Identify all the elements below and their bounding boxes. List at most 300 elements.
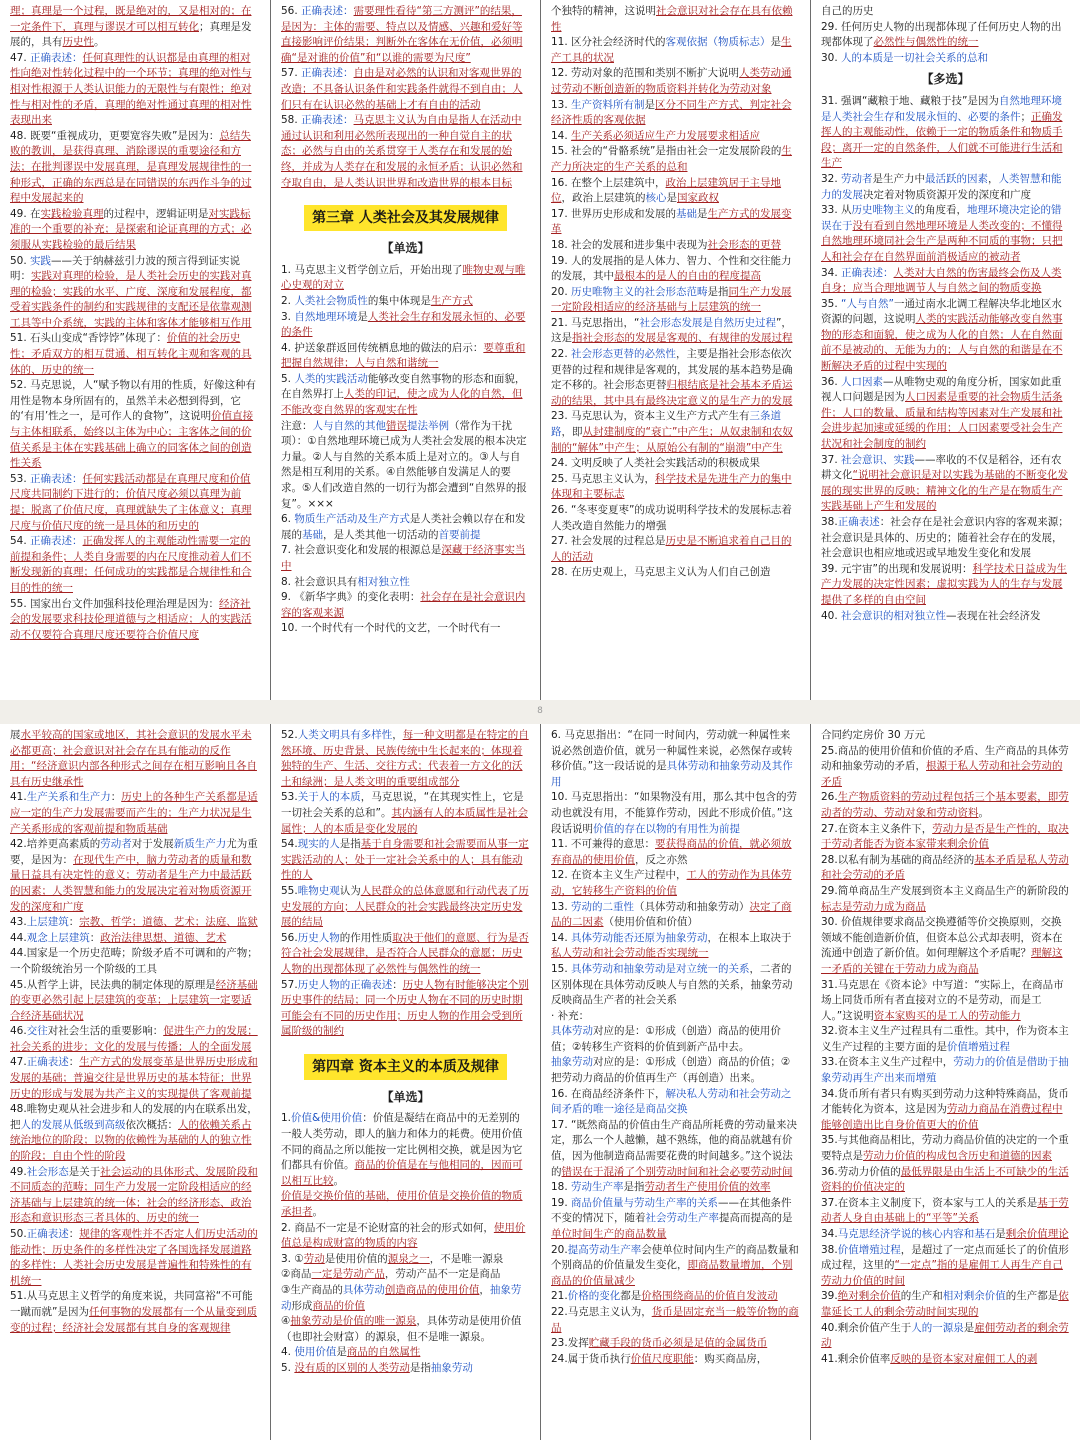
keyword-highlight: 交往 xyxy=(26,1025,48,1038)
answer-underline: 生产力所决定的生产关系的总和 xyxy=(551,145,792,173)
question-item xyxy=(821,51,1070,67)
question-text: —从唯物史观的角度分析，国家如此重视人口问题是因为 xyxy=(821,375,1062,404)
question-text: 是 xyxy=(995,1228,1006,1240)
keyword-highlight: 关于人的本质 xyxy=(297,791,361,804)
answer-underline: 正确发挥人的主观能动性，依赖于一定的物质条件和物质手段；离开一定的自然条件，人们就不可能进行生活和生产 xyxy=(821,110,1063,170)
keyword-highlight: 社会形态更替的必然性 xyxy=(571,348,677,361)
keyword-highlight: 抽象劳动 xyxy=(430,1361,473,1374)
question-text: ，在根本上取决于 xyxy=(707,931,792,944)
question-text: 12. 劳动对象的范围和类别不断扩大说明 xyxy=(551,67,740,80)
question-text: 41. xyxy=(10,791,27,804)
question-text: （具体劳动和抽象劳动） xyxy=(634,900,750,913)
question-item xyxy=(551,565,800,581)
question-item xyxy=(551,4,800,35)
question-text: 37. xyxy=(821,453,842,466)
question-text: ，是超过了一定点而延长了的价值形成过程，这里的 xyxy=(821,1243,1069,1272)
question-text: 38. xyxy=(821,1243,838,1256)
keyword-highlight: 价值的存在以物的有用性为前提 xyxy=(593,822,740,835)
question-text: 41.剩余价值率 xyxy=(821,1352,891,1365)
question-text: 是 xyxy=(697,207,708,220)
keyword-highlight: 具体劳动能否还原为抽象劳动 xyxy=(571,931,708,944)
question-text: 对应的是：①形成（创造）商品的使用价值；②转移生产资料的价值到新产品中去。 xyxy=(551,1025,781,1053)
question-text: ： xyxy=(68,1228,80,1240)
question-text: 55. xyxy=(281,884,298,897)
question-item xyxy=(551,790,800,837)
question-item xyxy=(551,503,800,534)
answer-underline: 剩余价值理论 xyxy=(1005,1228,1069,1240)
question-text: ，不是唯一源泉 xyxy=(429,1252,504,1265)
question-text: 46. xyxy=(10,1025,27,1038)
question-text: 13. xyxy=(551,900,572,913)
question-text: ，即 xyxy=(561,426,583,439)
keyword-highlight: 正确表述 xyxy=(837,516,880,528)
question-text: 40. xyxy=(821,609,842,622)
answer-underline: 商品的价值是在与他相同的，因而可以相互比较 xyxy=(281,1159,523,1187)
keyword-highlight: 人与自然的其他 xyxy=(312,419,386,432)
question-item xyxy=(551,472,800,503)
question-text: 38. xyxy=(821,516,838,528)
question-text: 13. xyxy=(551,98,572,111)
answer-underline: 人民群众的总体意愿和行动代表了历史发展的方向；人民群众的社会实践最终决定历史发展的结局 xyxy=(281,884,529,929)
question-text: 24.属于货币执行 xyxy=(551,1352,631,1365)
question-item xyxy=(281,575,530,591)
keyword-highlight: 正确表述： xyxy=(841,266,894,279)
keyword-highlight: 正确表述 xyxy=(26,1056,69,1069)
keyword-highlight: 劳动的二重性 xyxy=(571,900,635,913)
question-text: 是指 xyxy=(623,1181,645,1194)
answer-underline: 指社会形态的发展是客观的、有规律的发展过程 xyxy=(572,332,793,345)
answer-underline: 需要理性看待“第三方测评”的结果，是因为：主体的需要、特点以及情感、兴趣和爱好等直接影响评价结果；判断外在客体在无价值，必须明确“是对谁的价值”和“以谁的需要为尺度” xyxy=(281,5,523,64)
question-text: 47. xyxy=(10,51,31,64)
question-item xyxy=(281,294,530,310)
column-4 xyxy=(810,0,1080,700)
question-text: 17. “既然商品的价值由生产商品所耗费的劳动量来决定，那么一个人越懒，越不熟练，他的商品就越有价值，因为他制造商品需要花费的时间越多。”这个说法的 xyxy=(551,1118,797,1178)
keyword-highlight: 社会意识的相对独立性 xyxy=(841,609,947,622)
answer-underline: 促进生产力的发展；社会关系的进步；文化的发展与传播；人的全面发展 xyxy=(10,1025,258,1053)
question-text: ， xyxy=(988,172,999,185)
question-text: 34. xyxy=(821,1228,838,1240)
question-item xyxy=(551,1196,800,1243)
question-item xyxy=(821,1352,1070,1368)
question-item xyxy=(821,453,1070,515)
question-text: 14. xyxy=(551,931,572,944)
page-number: 8 xyxy=(537,706,543,716)
keyword-highlight: 劳动者 xyxy=(841,172,873,185)
answer-underline: “一定点”指的是雇佣工人再生产自己劳动力价值的时间 xyxy=(821,1259,1063,1287)
question-text: ： xyxy=(392,978,403,991)
question-text: 20. xyxy=(551,1243,568,1256)
keyword-highlight: 最活跃的因素 xyxy=(925,172,989,185)
answer-underline: 价值直接与主体相联系，始终以主体为中心；主客体之间的价值关系是主体在实践基础上确立的同客体之间的创造性关系 xyxy=(10,410,254,470)
question-text: ③生产商品的 xyxy=(281,1284,343,1296)
question-text: 的过程中，逻辑证明是 xyxy=(103,207,209,220)
question-text: 57. xyxy=(281,978,298,991)
question-text: 40.剩余价值产生于 xyxy=(821,1321,912,1334)
answer-underline: 理；真理是一个过程，既是绝对的，又是相对的；在一定条件下，真理与谬误才可以相互转化 xyxy=(10,5,252,33)
question-item xyxy=(821,4,1070,20)
answer-underline: 资本家购买的是工人的劳动能力 xyxy=(873,1009,1021,1022)
keyword-highlight: 正确表述 xyxy=(26,1228,69,1240)
question-text: 的角度看， xyxy=(914,204,968,217)
question-text: 14. xyxy=(551,129,572,142)
answer-underline: 在现代生产中，脑力劳动者的质量和数量日益具有决定性的意义；劳动者是生产力中最活跃的因素；人类智慧和能力的发展决定着对物质资源开发的深度和广度 xyxy=(10,853,252,913)
answer-underline: 根源于私人劳动和社会劳动的矛盾 xyxy=(821,760,1063,788)
keyword-highlight: 三条道路 xyxy=(551,410,782,439)
question-item xyxy=(281,1267,530,1283)
question-text: 27.在资本主义条件下， xyxy=(821,822,933,835)
keyword-highlight: 提法举例 xyxy=(407,419,449,432)
question-item xyxy=(10,51,260,129)
keyword-highlight: 商品价值量与劳动生产率的关系 xyxy=(571,1196,719,1209)
answer-underline: 最低界限是由生活上不可缺少的生活资料的价值决定的 xyxy=(821,1165,1069,1194)
question-item xyxy=(10,1289,260,1336)
question-item xyxy=(281,543,530,574)
question-text: ，主要是指社会形态依次更替的过程和规律是客观的，其发展的基本趋势是确定不移的。社会形态更替 xyxy=(551,348,793,392)
question-item xyxy=(10,931,260,947)
question-item xyxy=(821,20,1070,51)
question-item xyxy=(10,534,260,596)
question-text: 认为 xyxy=(339,884,361,897)
question-text: 是 xyxy=(644,98,656,111)
question-text: 49. 在 xyxy=(10,207,41,220)
answer-underline: 经济基础的变更必然引起上层建筑的变革；上层建筑一定要适合经济基础状况 xyxy=(10,978,258,1022)
answer-underline: 商品的自然属性 xyxy=(346,1346,421,1359)
answer-underline: 历史人物有时能够决定个别历史事件的结局；同一个历史人物在不同的历史时期可能会有不同的历史作用；历史人物的作用会受到所属阶级的制约 xyxy=(281,978,529,1038)
question-text: 45.从哲学上讲，民法典的制定体现的原理是 xyxy=(10,978,216,991)
question-text: 44.国家是一个历史范畴；阶级矛盾不可调和的产物；一个阶级统治另一个阶级的工具 xyxy=(10,947,258,975)
question-text: 50. xyxy=(10,254,31,267)
keyword-highlight: 生产资料所有制 xyxy=(571,98,645,111)
question-text: 是使用价值的 xyxy=(324,1252,388,1265)
answer-underline: 标志是劳动力成为商品 xyxy=(821,900,926,913)
answer-underline: 雇佣劳动者的剩余劳动 xyxy=(821,1321,1069,1350)
keyword-highlight: 抽象劳动 xyxy=(281,1284,522,1312)
question-item xyxy=(821,203,1070,265)
question-item xyxy=(10,728,260,790)
question-item xyxy=(551,1180,800,1196)
keyword-highlight: 人的一源泉 xyxy=(911,1321,964,1334)
question-text: 53. xyxy=(10,472,31,485)
question-text: 会使单位时间内生产的商品数量和个别商品的价值量发生变化， xyxy=(551,1243,799,1272)
question-text: 都是 xyxy=(620,1290,642,1303)
question-item xyxy=(551,868,800,899)
keyword-highlight: 人类的实践活动 xyxy=(294,372,368,385)
answer-underline: 没有质的区别的人类劳动 xyxy=(294,1361,410,1374)
answer-underline: 基本矛盾是私人劳动和社会劳动的矛盾 xyxy=(821,853,1069,882)
answer-underline: 人类对大自然的伤害最终会伤及人类自身；应当合理地调节人与自然之间的物质变换 xyxy=(821,266,1062,295)
question-text: 6. xyxy=(281,513,295,526)
answer-underline: 从封建制度的“衰亡”中产生；从奴隶制和农奴制的“解体”中产生；从原始公有制的“崩溃”中产生 xyxy=(551,426,793,454)
question-item xyxy=(281,372,530,419)
answer-underline: 绝对剩余价值 xyxy=(837,1290,901,1303)
question-item xyxy=(281,1314,530,1345)
question-item xyxy=(10,1165,260,1227)
keyword-highlight: 具体劳动和抽象劳动及其作用 xyxy=(551,760,793,788)
answer-underline: 人类的实践活动能够改变自然事物的形态和面貌，使之成为人化的自然；人在自然面前不是被动的、无能为力的；人与自然的和谐是在不断解决矛盾的过程中实现的 xyxy=(821,313,1063,373)
question-text: 43. xyxy=(10,916,27,929)
question-item xyxy=(821,790,1070,821)
question-text: 34.货币所有者只有购买到劳动力这种特殊商品，货币才能转化为资本，这是因为 xyxy=(821,1087,1069,1116)
keyword-highlight: 上层建筑 xyxy=(26,916,69,929)
keyword-highlight: 观念上层建筑 xyxy=(26,931,90,944)
question-text: ④ xyxy=(281,1315,291,1328)
question-item xyxy=(281,310,530,341)
question-item xyxy=(551,66,800,97)
question-text: 56. xyxy=(281,931,298,944)
question-text: 28.以私有制为基础的商品经济的 xyxy=(821,853,975,866)
keyword-highlight: 价值&使用价值 xyxy=(291,1112,363,1125)
question-text: 49. xyxy=(10,1165,27,1178)
answer-underline: 实践对真理的检验，是人类社会历史的实践对真理的检验；实践的水平、广度、深度和发展程度，都受着实践条件的制约和实践规律的支配还是依靠观测工具等中介系统，实践的主体和客体才能够相互作用 xyxy=(10,270,252,329)
question-text: 9. 《新华字典》的变化表明： xyxy=(281,591,421,604)
question-item xyxy=(551,409,800,456)
question-item xyxy=(10,472,260,534)
question-item xyxy=(821,853,1070,884)
question-item xyxy=(821,1024,1070,1055)
question-text: 。 xyxy=(94,36,105,49)
question-text: 3. ① xyxy=(281,1252,304,1265)
answer-underline: 自由是对必然的认识和对客观世界的改造；不具备认识条件和实践条件就得不到自由；人们只有在认识必然的基础上才有自由的活动 xyxy=(281,67,523,111)
question-item xyxy=(821,978,1070,1025)
answer-underline: 劳动 xyxy=(303,1252,325,1265)
question-text: ；真理是发展的，具有 xyxy=(10,20,252,49)
question-text: 11. 不可兼得的意思： xyxy=(551,838,656,851)
column-1 xyxy=(0,0,270,700)
document-page-top xyxy=(0,0,1080,700)
answer-underline: 要尊重和把握自然规律；人与自然和谐统一 xyxy=(281,341,526,370)
question-text: 15. 社会的“骨骼系统”是指由社会一定发展阶段的 xyxy=(551,145,782,158)
answer-underline: 人口因素是重要的社会物质生活条件；人口的数量、质量和结构等因素对生产发展和社会进步起加速或延缓的作用；人口因素要受社会生产状况和社会制度的制约 xyxy=(821,391,1063,451)
question-text: 54. xyxy=(281,838,298,851)
question-text: ，政治上层建筑的 xyxy=(561,192,646,205)
question-text: 22.马克思主义认为， xyxy=(551,1305,652,1318)
question-item xyxy=(551,1336,800,1352)
question-text: 47. xyxy=(10,1056,27,1069)
keyword-highlight: 具体劳动 xyxy=(551,1025,593,1038)
question-item xyxy=(821,1196,1070,1227)
question-item xyxy=(10,946,260,977)
answer-underline: 错误 xyxy=(386,419,407,432)
question-text: ②商品 xyxy=(281,1268,312,1281)
question-text: 3. xyxy=(281,310,295,323)
answer-underline: 价值尺度职能 xyxy=(630,1352,694,1365)
question-text: 8. 社会意识具有 xyxy=(281,575,358,588)
keyword-highlight: 使用价值 xyxy=(294,1346,337,1359)
question-item xyxy=(821,728,1070,744)
question-item xyxy=(821,915,1070,977)
question-text: 是指 xyxy=(707,285,729,298)
question-text: 是 xyxy=(963,1321,975,1334)
question-text: 是关于 xyxy=(68,1165,101,1178)
question-item xyxy=(10,4,260,51)
question-text: 18. 社会的发展和进步集中表现为 xyxy=(551,238,708,251)
question-text: 54. xyxy=(10,535,31,548)
question-text: 5. xyxy=(281,1361,295,1374)
question-item xyxy=(281,1345,530,1361)
answer-underline: 反映的是资本家对雇佣工人的剥 xyxy=(890,1352,1038,1365)
question-item xyxy=(551,144,800,175)
question-text: 21. 马克思指出，“ xyxy=(551,316,640,329)
question-text: 自己的历史 xyxy=(821,5,874,17)
answer-underline: 劳动者生产使用价值的效率 xyxy=(644,1181,771,1194)
answer-underline: 生产方式的发展变革 xyxy=(551,207,792,236)
keyword-highlight: 相对独立性 xyxy=(357,575,410,588)
section-heading: 【多选】 xyxy=(921,72,970,87)
column-4 xyxy=(810,724,1080,1440)
question-text: 2. xyxy=(281,294,295,307)
column-2 xyxy=(270,724,540,1440)
keyword-highlight: 社会意识、实践 xyxy=(841,453,915,466)
question-item xyxy=(821,1087,1070,1134)
question-item xyxy=(281,790,530,837)
question-text: 提高而提高的是 xyxy=(719,1212,793,1225)
question-text: 29. 任何历史人物的出现都体现了任何历史人物的出现都体现了 xyxy=(821,20,1062,49)
section-heading: 【单选】 xyxy=(381,1089,430,1104)
keyword-highlight: 相对剩余价值 xyxy=(942,1290,1006,1303)
keyword-highlight: 实践 xyxy=(30,254,52,267)
keyword-highlight: 价值增殖过程 xyxy=(837,1243,901,1256)
question-text: 29.简单商品生产发展到资本主义商品生产的新阶段的 xyxy=(821,884,1069,897)
keyword-highlight: 物质生产活动及生产方式 xyxy=(294,513,410,526)
answer-underline: 工人的劳动作为具体劳动，它转移生产资料的价值 xyxy=(551,869,792,897)
question-text: 6. 马克思指出：“在同一时间内，劳动就一种属性来说必然创造价值，就另一种属性来说，必然保存或转移价值。”这一段话说的是 xyxy=(551,729,793,773)
answer-underline: 单位时间生产的商品数量 xyxy=(551,1228,667,1240)
question-item xyxy=(821,562,1070,609)
question-item xyxy=(281,1221,530,1252)
answer-underline: 理解这一矛盾的关键在于劳动力成为商品 xyxy=(821,947,1063,975)
question-text: ，是人类其他一切活动的 xyxy=(323,528,439,541)
question-item xyxy=(821,172,1070,203)
question-text: 16. 在商品经济条件下， xyxy=(551,1087,666,1100)
answer-underline: 人类的印记，使之成为人化的自然，但不能改变自然界的客观实在性 xyxy=(281,388,523,417)
question-item xyxy=(821,297,1070,375)
answer-underline: 源泉之一 xyxy=(387,1252,430,1265)
question-text: 57. xyxy=(281,67,302,80)
answer-underline: 历史是不断追求着自己目的人的活动 xyxy=(551,535,792,563)
answer-underline: 一定是劳动产品 xyxy=(311,1268,385,1281)
keyword-highlight: 正确表述： xyxy=(301,67,354,80)
question-text: 是指 xyxy=(409,1361,431,1374)
keyword-highlight: 价值增殖过程 xyxy=(947,1040,1010,1053)
answer-underline: 价值是交换价值的基础，使用价值是交换价值的物质承担者 xyxy=(281,1190,523,1219)
question-text: ； xyxy=(1020,110,1031,123)
question-text: 展 xyxy=(10,729,21,741)
keyword-highlight: 正确表述： xyxy=(30,535,83,548)
keyword-highlight: 人的本质是一切社会关系的总和 xyxy=(841,51,989,64)
keyword-highlight: 正确表述： xyxy=(30,472,83,485)
question-text: 17. 世界历史形成和发展的 xyxy=(551,207,677,220)
question-text: 27. 社会发展的过程总是 xyxy=(551,535,666,548)
answer-underline: 没有看到自然地理环境是人类改变的；不懂得自然地理环境同社会生产是两种不同质的事物；只把人和社会存在自然界面前消极适应的被动者 xyxy=(821,219,1063,263)
answer-underline: 社会意识对社会存在具有依赖性 xyxy=(551,5,793,33)
answer-underline: 错误在于混淆了个别劳动时间和社会必要劳动时间 xyxy=(561,1165,793,1178)
question-text: 对应的是：①形成（创造）商品的价值；②把劳动力商品的价值再生产（再创造）出来。 xyxy=(551,1056,791,1085)
keyword-highlight: 社会形态发展是自然历史过程 xyxy=(639,316,776,329)
question-text: 23. 马克思认为，资本主义生产方式产生有 xyxy=(551,410,750,423)
question-text: 注意： xyxy=(281,419,313,432)
question-item xyxy=(10,207,260,254)
question-item xyxy=(551,1024,800,1055)
question-item xyxy=(281,263,530,294)
answer-underline: 对实践标准的一个重要的补充；是探索和论证真理的方式；必须服从实践检验的最后结果 xyxy=(10,207,252,251)
keyword-highlight: 社会形态 xyxy=(26,1165,69,1178)
question-item xyxy=(281,1189,530,1220)
question-text: —表现在社会经济发 xyxy=(946,609,1041,622)
chapter-title: 第四章 资本主义的本质及规律 xyxy=(304,1054,506,1080)
question-text: 4. xyxy=(281,1346,295,1359)
answer-underline: 依靠延长工人的剩余劳动时间实现的 xyxy=(821,1290,1069,1318)
question-item xyxy=(821,1243,1070,1290)
keyword-highlight: 现实的人 xyxy=(297,838,340,851)
answer-underline: 货币是固定充当一般等价物的商品 xyxy=(551,1305,799,1334)
question-text: 是人类社会赖以存在和发展的 xyxy=(281,513,526,541)
answer-underline: 国家政权 xyxy=(677,192,719,205)
question-text: 15. xyxy=(551,962,572,975)
answer-underline: 社会存在是社会意识内容的客观来源 xyxy=(281,591,526,619)
question-text: 52. 马克思说，人“赋予物以有用的性质，好像这种有用性是物本身所固有的，虽然羊未必想到得到，它的‘有用’性之一，是可作人的食物”，这说明 xyxy=(10,379,256,423)
question-item xyxy=(551,1243,800,1290)
keyword-highlight: 基础 xyxy=(302,528,323,541)
question-text: ，劳动产品不一定是商品 xyxy=(384,1268,501,1281)
answer-underline: 实践检验真理 xyxy=(40,207,104,220)
question-text: 55. 国家出台文件加强科技伦理治理是因为： xyxy=(10,597,220,610)
chapter-title: 第三章 人类社会及其发展规律 xyxy=(304,205,506,231)
question-text: 39. xyxy=(821,1290,838,1303)
question-item xyxy=(821,884,1070,915)
question-item xyxy=(281,931,530,978)
answer-underline: 要获得商品的价值，就必须放弃商品的使用价值 xyxy=(551,838,792,866)
question-text: ：社会存在是社会意识内容的客观来源；社会意识是具体的、历史的；随着社会存在的发展，社会意识也相应地或迟或早地发生变化和发展 xyxy=(821,516,1069,560)
question-text: 决定着对物质资源开发的深度和广度 xyxy=(863,188,1031,201)
keyword-highlight: 新质生产力 xyxy=(173,838,227,851)
question-text: 10. 马克思指出：“如果物没有用，那么其中包含的劳动也就没有用，不能算作劳动，因此不形成价值。”这段话说明 xyxy=(551,791,797,835)
question-item xyxy=(10,254,260,332)
question-item xyxy=(821,1055,1070,1086)
question-item xyxy=(551,1087,800,1118)
question-item xyxy=(10,1024,260,1055)
question-text: 21. xyxy=(551,1290,568,1303)
question-item xyxy=(551,1009,800,1025)
question-text: 的作用性质 xyxy=(339,931,393,944)
question-text: 33. 从 xyxy=(821,204,852,217)
question-text: 一通过南水北调工程解决华北地区水资源的问题，这说明 xyxy=(821,297,1062,326)
answer-underline: 区分不同生产方式、判定社会经济性质的客观依据 xyxy=(551,98,792,127)
question-text: 34. xyxy=(821,266,842,279)
question-text: 1. xyxy=(281,1112,292,1125)
question-text: 36.劳动力价值的 xyxy=(821,1165,901,1178)
question-item xyxy=(821,1227,1070,1243)
keyword-highlight: 价格的变化 xyxy=(567,1290,621,1303)
answer-underline: 每一种文明都是在特定的自然环境、历史背景、民族传统中生长起来的；体现着独特的生产、生活、交往方式；代表着一方文化的沃土和绿洲；是人类文明的重要组成部分 xyxy=(281,729,529,788)
question-text: 22. xyxy=(551,348,572,361)
question-item xyxy=(821,266,1070,297)
question-text: ，反之亦然 xyxy=(635,853,688,866)
answer-underline: 政治法律思想、道德、艺术 xyxy=(100,931,227,944)
question-text: 33.在资本主义生产过程中， xyxy=(821,1056,954,1069)
question-text: 。 xyxy=(978,806,989,819)
keyword-highlight: 马克思经济学说的核心内容和基石 xyxy=(837,1228,996,1240)
answer-underline: 归根结底是社会基本矛盾运动的结果，其中具有最终决定意义的是生产力的发展 xyxy=(551,379,793,407)
question-text: 能够改变自然事物的形态和面貌，在自然界打上 xyxy=(281,372,526,401)
question-item xyxy=(551,316,800,347)
question-text: 16. 在整个上层建筑中， xyxy=(551,176,666,189)
answer-underline: 任何真理性的认识都是由真理的相对性向绝对性转化过程中的一个环节；真理的绝对性与相对性根源于人类认识能力的无限性与有限性；绝对性与相对性的矛盾，真理的绝对性通过真理的相对性表现出来 xyxy=(10,51,252,127)
answer-underline: 人类社会生存和发展永恒的、必要的条件 xyxy=(281,310,526,339)
answer-underline: 价格围绕商品的价值自发波动 xyxy=(641,1290,778,1303)
question-text: ，二者的区别体现在具体劳动反映人与自然的关系，抽象劳动反映商品生产者的社会关系 xyxy=(551,962,793,1007)
keyword-highlight: 历史人物的正确表述 xyxy=(297,978,393,991)
question-item xyxy=(551,931,800,962)
